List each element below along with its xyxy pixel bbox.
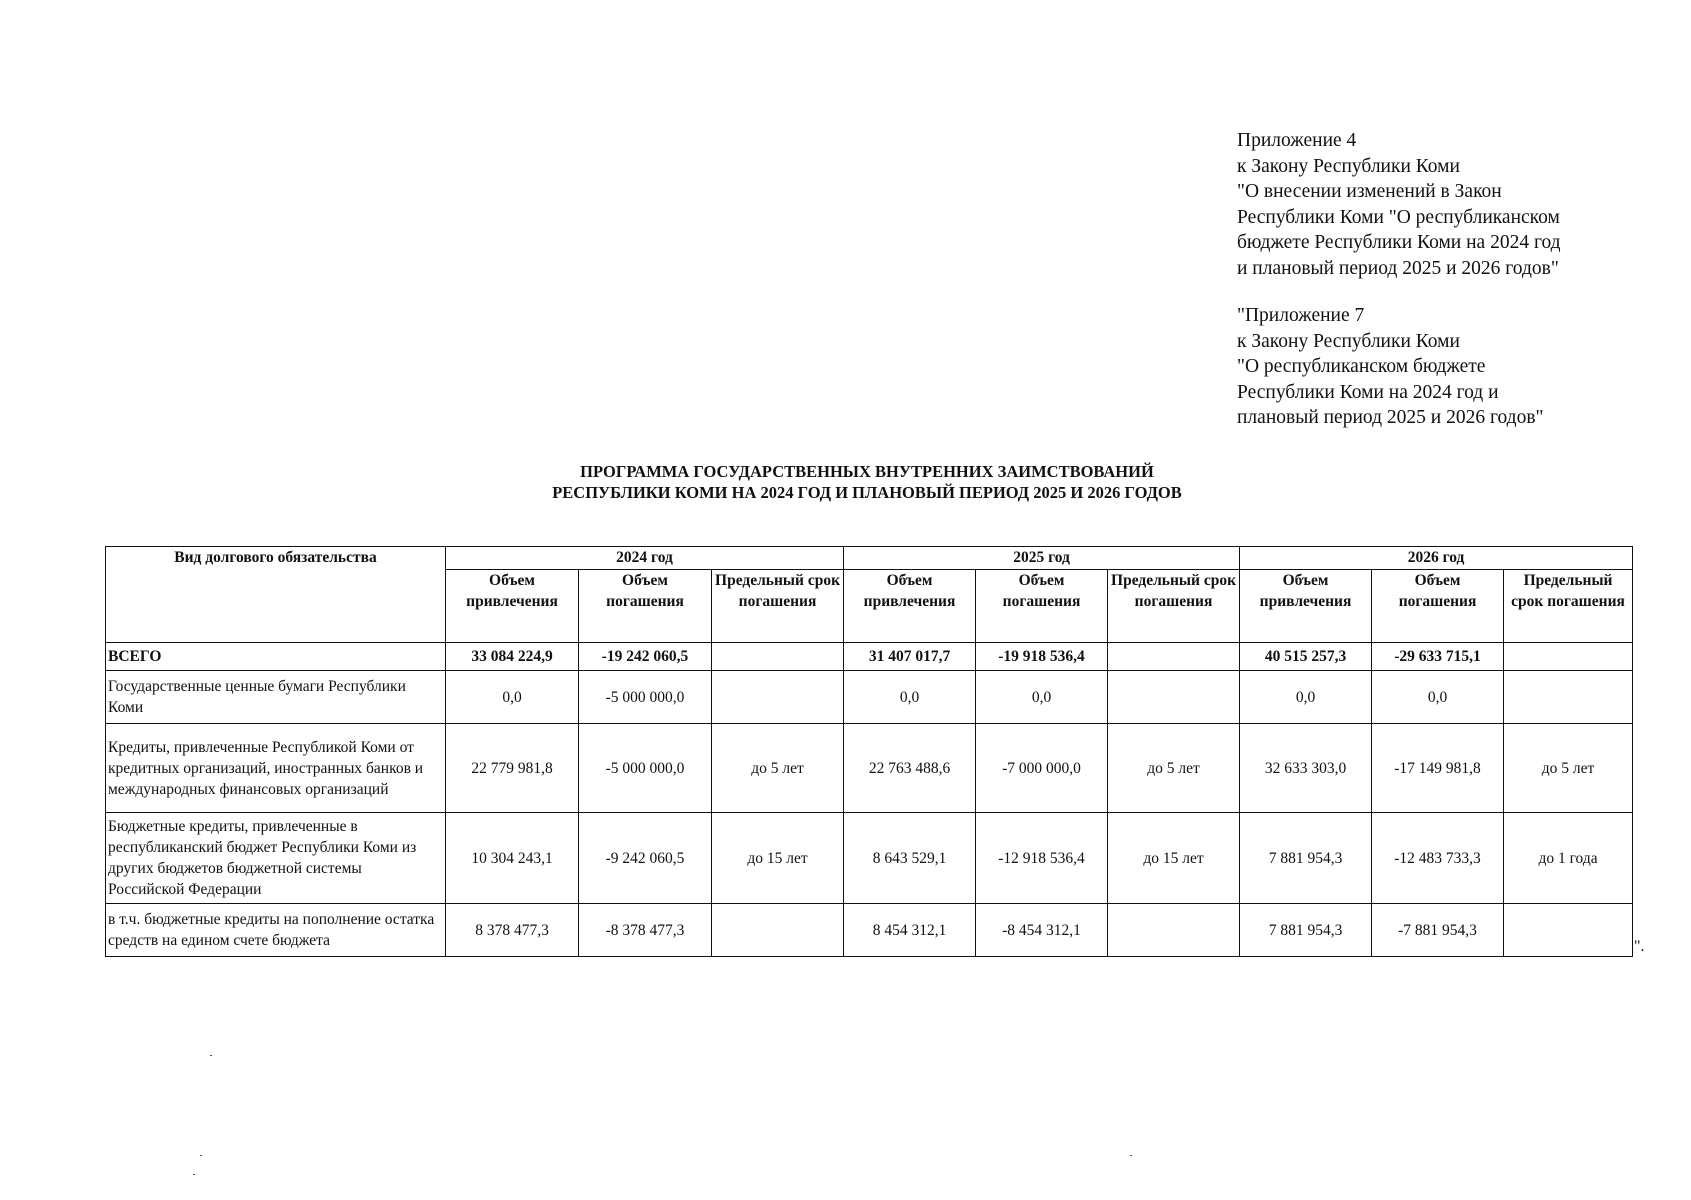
cell-value: до 5 лет	[1504, 724, 1633, 813]
appendix-line: "Приложение 7	[1237, 305, 1365, 326]
row-label: ВСЕГО	[106, 643, 446, 671]
appendix-line: Республики Коми на 2024 год и	[1237, 381, 1499, 403]
cell-value	[712, 643, 844, 671]
cell-value: 31 407 017,7	[844, 643, 976, 671]
appendix-line: и плановый период 2025 и 2026 годов"	[1237, 257, 1559, 279]
cell-value: -29 633 715,1	[1372, 643, 1504, 671]
table-row	[106, 671, 1633, 724]
cell-value: -5 000 000,0	[579, 671, 712, 724]
header-year-2025: 2025 год	[844, 547, 1240, 570]
header-volume-in: Объем привлечения	[844, 570, 976, 643]
header-volume-out: Объем погашения	[1372, 570, 1504, 643]
cell-value: до 1 года	[1504, 813, 1633, 904]
cell-value: 8 378 477,3	[446, 904, 579, 957]
table-row	[106, 904, 1633, 957]
cell-value: 0,0	[446, 671, 579, 724]
cell-value: 22 763 488,6	[844, 724, 976, 813]
title-line-2: РЕСПУБЛИКИ КОМИ НА 2024 ГОД И ПЛАНОВЫЙ ПЕРИОД 2025 И 2026 ГОДОВ	[552, 483, 1182, 502]
cell-value: 40 515 257,3	[1240, 643, 1372, 671]
cell-value: 33 084 224,9	[446, 643, 579, 671]
cell-value	[1504, 904, 1633, 957]
header-term: Предельный срок погашения	[1108, 570, 1240, 643]
cell-value: 32 633 303,0	[1240, 724, 1372, 813]
header-volume-in: Объем привлечения	[1240, 570, 1372, 643]
header-year-2024: 2024 год	[446, 547, 844, 570]
cell-value: -12 918 536,4	[976, 813, 1108, 904]
cell-value	[1504, 671, 1633, 724]
cell-value	[1108, 904, 1240, 957]
cell-value: 22 779 981,8	[446, 724, 579, 813]
header-term: Предельный срок погашения	[1504, 570, 1633, 643]
cell-value: до 15 лет	[712, 813, 844, 904]
scan-speck	[200, 1155, 202, 1156]
scan-speck	[1130, 1155, 1132, 1156]
appendix-line: Республики Коми "О республиканском	[1237, 206, 1560, 228]
appendix-line: "О внесении изменений в Закон	[1237, 181, 1502, 202]
cell-value: -8 378 477,3	[579, 904, 712, 957]
cell-value	[1504, 643, 1633, 671]
appendix-line: Приложение 4	[1237, 130, 1357, 151]
closing-quote-mark: ".	[1634, 938, 1645, 955]
cell-value: 0,0	[844, 671, 976, 724]
row-label: Государственные ценные бумаги Республики Коми	[106, 671, 446, 724]
title-line-1: ПРОГРАММА ГОСУДАРСТВЕННЫХ ВНУТРЕННИХ ЗАИМСТВОВАНИЙ	[580, 462, 1154, 481]
cell-value: до 5 лет	[1108, 724, 1240, 813]
header-volume-out: Объем погашения	[976, 570, 1108, 643]
cell-value: 7 881 954,3	[1240, 904, 1372, 957]
cell-value: 8 454 312,1	[844, 904, 976, 957]
cell-value: 8 643 529,1	[844, 813, 976, 904]
appendix-line: к Закону Республики Коми	[1237, 330, 1460, 352]
document-title	[0, 461, 1691, 503]
cell-value: 0,0	[976, 671, 1108, 724]
header-volume-out: Объем погашения	[579, 570, 712, 643]
cell-value: до 15 лет	[1108, 813, 1240, 904]
cell-value: -5 000 000,0	[579, 724, 712, 813]
appendix-line: бюджете Республики Коми на 2024 год	[1237, 232, 1561, 253]
cell-value	[1108, 643, 1240, 671]
table-row	[106, 724, 1633, 813]
header-term: Предельный срок погашения	[712, 570, 844, 643]
cell-value	[1108, 671, 1240, 724]
scan-speck	[193, 1174, 195, 1175]
borrowing-program-table	[105, 546, 1633, 957]
appendix-line: к Закону Республики Коми	[1237, 155, 1460, 177]
header-debt-type: Вид долгового обязательства	[106, 547, 446, 643]
cell-value: -7 000 000,0	[976, 724, 1108, 813]
row-label: Кредиты, привлеченные Республикой Коми от кредитных организаций, иностранных банков и международных финансовых организаций	[106, 724, 446, 813]
cell-value	[712, 904, 844, 957]
cell-value	[712, 671, 844, 724]
cell-value: -19 242 060,5	[579, 643, 712, 671]
row-label: в т.ч. бюджетные кредиты на пополнение остатка средств на едином счете бюджета	[106, 904, 446, 957]
cell-value: 10 304 243,1	[446, 813, 579, 904]
header-volume-in: Объем привлечения	[446, 570, 579, 643]
cell-value: 0,0	[1240, 671, 1372, 724]
scan-speck	[210, 1055, 212, 1056]
cell-value: -9 242 060,5	[579, 813, 712, 904]
table-row	[106, 813, 1633, 904]
row-label: Бюджетные кредиты, привлеченные в республиканский бюджет Республики Коми из других бюджетов бюджетной системы Российской Федерации	[106, 813, 446, 904]
header-year-2026: 2026 год	[1240, 547, 1633, 570]
cell-value: 7 881 954,3	[1240, 813, 1372, 904]
cell-value: -12 483 733,3	[1372, 813, 1504, 904]
cell-value: -19 918 536,4	[976, 643, 1108, 671]
appendix-line: "О республиканском бюджете	[1237, 356, 1486, 377]
appendix-note	[1237, 128, 1677, 431]
cell-value: 0,0	[1372, 671, 1504, 724]
cell-value: -8 454 312,1	[976, 904, 1108, 957]
table-row-total	[106, 643, 1633, 671]
cell-value: -7 881 954,3	[1372, 904, 1504, 957]
cell-value: до 5 лет	[712, 724, 844, 813]
appendix-line: плановый период 2025 и 2026 годов"	[1237, 407, 1544, 428]
cell-value: -17 149 981,8	[1372, 724, 1504, 813]
